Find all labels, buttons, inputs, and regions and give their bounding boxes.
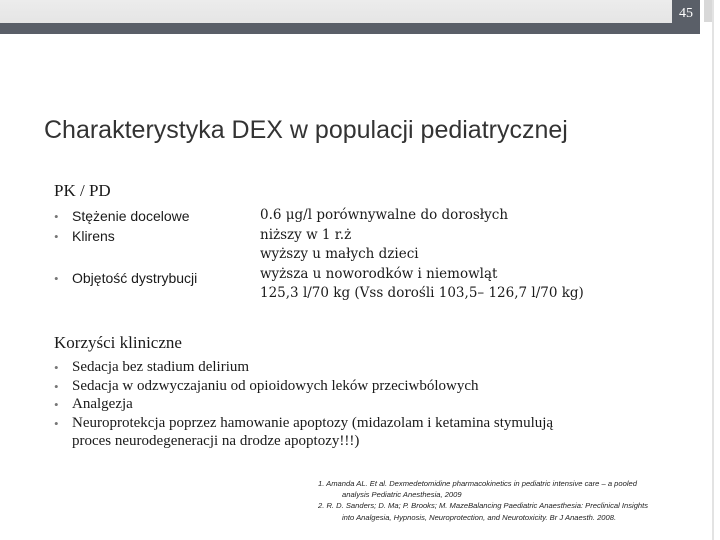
- pk-bullet-label: Stężenie docelowe: [72, 208, 190, 224]
- bullet-icon: •: [54, 209, 59, 224]
- bullet-icon: •: [54, 397, 59, 412]
- slide-header-band: [0, 23, 700, 34]
- benefit-label: Sedacja w odzwyczajaniu od opioidowych leków przeciwbólowych: [72, 377, 479, 394]
- slide-right-edge-accent: [704, 0, 712, 22]
- benefit-label: Sedacja bez stadium delirium: [72, 359, 250, 375]
- benefits-heading: Korzyści kliniczne: [54, 333, 182, 352]
- benefit-label: proces neurodegeneracji na drodze apoptozy!!!): [72, 433, 360, 449]
- reference-line: 2. R. D. Sanders; D. Ma; P. Brooks; M. MazeBalancing Paediatric Anaesthesia: Preclinical Insights: [318, 501, 649, 511]
- bullet-icon: •: [54, 360, 59, 375]
- bullet-icon: •: [54, 271, 59, 286]
- page-number: 45: [679, 6, 693, 21]
- slide-right-edge-line: [712, 0, 714, 540]
- bullet-icon: •: [54, 378, 59, 394]
- pk-bullet-label: Objętość dystrybucji: [72, 270, 198, 286]
- pk-value: 125,3 l/70 kg (Vss dorośli 103,5– 126,7 l/70 kg): [260, 285, 584, 301]
- pk-value: wyższa u noworodków i niemowląt: [260, 265, 498, 282]
- pk-value: niższy w 1 r.ż: [260, 226, 352, 243]
- pk-pd-heading: PK / PD: [54, 181, 111, 200]
- pk-values-column: [260, 206, 584, 304]
- pk-value: 0.6 μg/l porównywalne do dorosłych: [260, 207, 509, 223]
- reference-line: into Analgesia, Hypnosis, Neuroprotection, and Neurotoxicity. Br J Anaesth. 2008.: [342, 512, 617, 522]
- references: [318, 478, 648, 523]
- benefit-label: Analgezja: [72, 396, 133, 412]
- bullet-icon: •: [54, 229, 59, 244]
- bullet-icon: •: [54, 415, 59, 431]
- slide-right-edge: [700, 0, 720, 540]
- reference-line: 1. Amanda AL. Et al. Dexmedetomidine pharmacokinetics in pediatric intensive care – a pooled: [318, 479, 637, 488]
- pk-value: wyższy u małych dzieci: [260, 246, 419, 262]
- benefit-label: Neuroprotekcja poprzez hamowanie apoptozy (midazolam i ketamina stymulują: [72, 414, 554, 431]
- slide-title: Charakterystyka DEX w populacji pediatrycznej: [44, 116, 568, 144]
- reference-line: analysis Pediatric Anesthesia, 2009: [342, 490, 462, 500]
- pk-bullet-label: Klirens: [72, 228, 115, 244]
